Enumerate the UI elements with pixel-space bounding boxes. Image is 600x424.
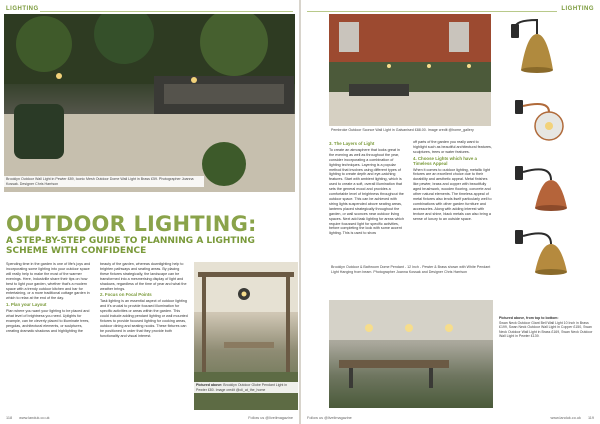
lamp-swan-neck-copper bbox=[513, 162, 595, 232]
website: www.landuk.co.uk bbox=[19, 416, 50, 420]
step-paragraph-2: Task lighting is an essential aspect of outdoor lighting and it's crucial to provide focused illumination for specific activities or areas within the garden. This could include adding pendant lighting or wall mounted fixtures to provide focused lighting for cooking areas, outdoor dining and seating nooks. These fixtures can be positioned in order that they provide both functionality and visual interest. bbox=[100, 299, 188, 338]
bell-lamp-icon bbox=[507, 18, 595, 96]
page-number: 119 bbox=[587, 416, 594, 420]
section-tag: LIGHTING bbox=[561, 6, 594, 12]
garden-caption: Brooklyn Outdoor Wall Light in Pewter £89, Iconic Mesh Outdoor Dome Wall Light in Brass £59. Photographer Joanna Kossak. Designer Chris Harrison bbox=[4, 176, 204, 187]
intro-paragraph: Spending time in the garden is one of life's joys and incorporating some lighting into your outdoor space will really help to make the most of the warmer evenings. Here, Industville share their tips on how best to light your garden, whether that's a modern space with a trendy outdoor kitchen and bar for entertaining, or a more traditional cottage garden in which to relax at the end of the day. bbox=[6, 262, 91, 301]
footer-left bbox=[6, 416, 50, 420]
brass-lamp-icon bbox=[513, 226, 595, 296]
footer-left-social: Follow us @liveilmagazine bbox=[248, 416, 293, 420]
paragraph-continued: beauty of the garden, whereas downlighting help to brighten pathways and seating areas. By placing these fixtures strategically, the landscape can be transformed into a mesmerising display of light and shadows, regardless of the time of year and what the weather brings. bbox=[100, 262, 187, 291]
dining-scene bbox=[329, 300, 493, 408]
paragraph-continued: off parts of the garden you really want to highlight such as beautiful architectural features, sculptures, trees or water features. bbox=[413, 140, 492, 154]
body-column-2 bbox=[100, 262, 188, 341]
dining-photo bbox=[329, 300, 493, 408]
footer-right bbox=[550, 416, 594, 420]
lamp-giant-bell-brass bbox=[507, 18, 595, 96]
step-paragraph-4: When it comes to outdoor lighting, metallic light fixtures are an excellent choice due to their durability and aesthetic appeal. Metal finishes like pewter, brass and copper with beautifully aged brushwork, wooden flooring, concrete and other natural elements. The timeless appeal of metal fixtures also lends itself particularly well to combinations with other garden furniture and accessories. Along with adding interest with texture and shine, black metals can also bring a sense of luxury to an outside space. bbox=[413, 167, 492, 221]
patio-scene bbox=[329, 14, 491, 126]
pictured-right-text: Swan Neck Outdoor Giant Bell Wall Light 10 Inch in Brass £199, Swan Neck Outdoor Wall Light in Copper £150, Swan Neck Outdoor Wall Light in Brass £169, Swan Neck Outdoor Wall Light in Pewter £139. bbox=[499, 320, 593, 338]
body-column-1 bbox=[6, 262, 94, 336]
left-page bbox=[0, 0, 299, 424]
right-page bbox=[301, 0, 600, 424]
step-paragraph-3: To create an atmosphere that looks great in the evening as well as throughout the year, consider incorporating a combination of lighting techniques. Layering is a popular method that involves using different types of lighting to create depth and eye-catching features. Start with ambient lighting, which is used to create a soft, overall illumination that sets the general mood and provides a comfortable level of brightness throughout the outdoor space. This can be achieved with string lights suspended above seating areas, lanterns placed strategically throughout the garden, or wall sconces near outdoor living spaces. Next add task lighting for areas which require focussed light for specific activities, before completing the look with some accent lighting. This is used to show bbox=[329, 147, 405, 236]
copper-lamp-icon bbox=[513, 162, 595, 232]
lamp-globe-copper bbox=[513, 96, 595, 162]
page-number: 118 bbox=[6, 416, 13, 420]
patio-caption: Pembroke Outdoor Sconce Wall Light in Galvanised £88.00. Image credit @home_gallery bbox=[329, 127, 491, 134]
patio-photo bbox=[329, 14, 491, 126]
footer-right-social: Follow us @liveilmagazine bbox=[307, 416, 352, 420]
lamp-swan-neck-brass bbox=[513, 226, 595, 296]
section-rule bbox=[307, 11, 557, 12]
garden-photo bbox=[4, 14, 295, 192]
section-rule bbox=[40, 11, 293, 12]
page-title: OUTDOOR LIGHTING: bbox=[6, 212, 257, 236]
pictured-left bbox=[194, 382, 298, 393]
section-tag: LIGHTING bbox=[6, 6, 39, 12]
body-column-3 bbox=[329, 140, 405, 238]
garden-scene bbox=[4, 14, 295, 192]
step-heading-4: 4. Choose Lights which have a Timeless Appeal bbox=[413, 155, 477, 166]
step-paragraph-1: Plan where you want your lighting to be placed and what level of brightness you need. Uplights for example, can be cleverly placed to illuminate trees, pergolas, architectural elements, or sculptures, creating dramatic shadows and highlighting the bbox=[6, 309, 90, 333]
page-subtitle: A STEP-BY-STEP GUIDE TO PLANNING A LIGHTING SCHEME WITH CONFIDENCE bbox=[6, 236, 255, 256]
pictured-right-title: Pictured above, from top to bottom: bbox=[499, 316, 559, 320]
pictured-right bbox=[499, 316, 595, 339]
body-column-4 bbox=[413, 140, 493, 224]
dining-caption: Brooklyn Outdoor & Bathroom Dome Pendant - 12 Inch - Pewter & Brass shown with White Pendant Light Hanging from beam. Photographer Joanna Kossak and Designer Chris Harrison bbox=[329, 264, 493, 275]
pictured-left-title: Pictured above: bbox=[196, 383, 223, 387]
globe-lamp-icon bbox=[513, 96, 595, 162]
step-heading-1: 1. Plan your Layout bbox=[6, 302, 47, 308]
pictured-left-text: Brooklyn Outdoor Globe Pendant Light in Pewter £80. Image credit @oli_at_the_home bbox=[196, 383, 288, 392]
step-heading-3: 3. The Layers of Light bbox=[329, 141, 375, 146]
website: www.landuk.co.uk bbox=[550, 416, 581, 420]
step-heading-2: 2. Focus on Focal Points bbox=[100, 292, 152, 298]
